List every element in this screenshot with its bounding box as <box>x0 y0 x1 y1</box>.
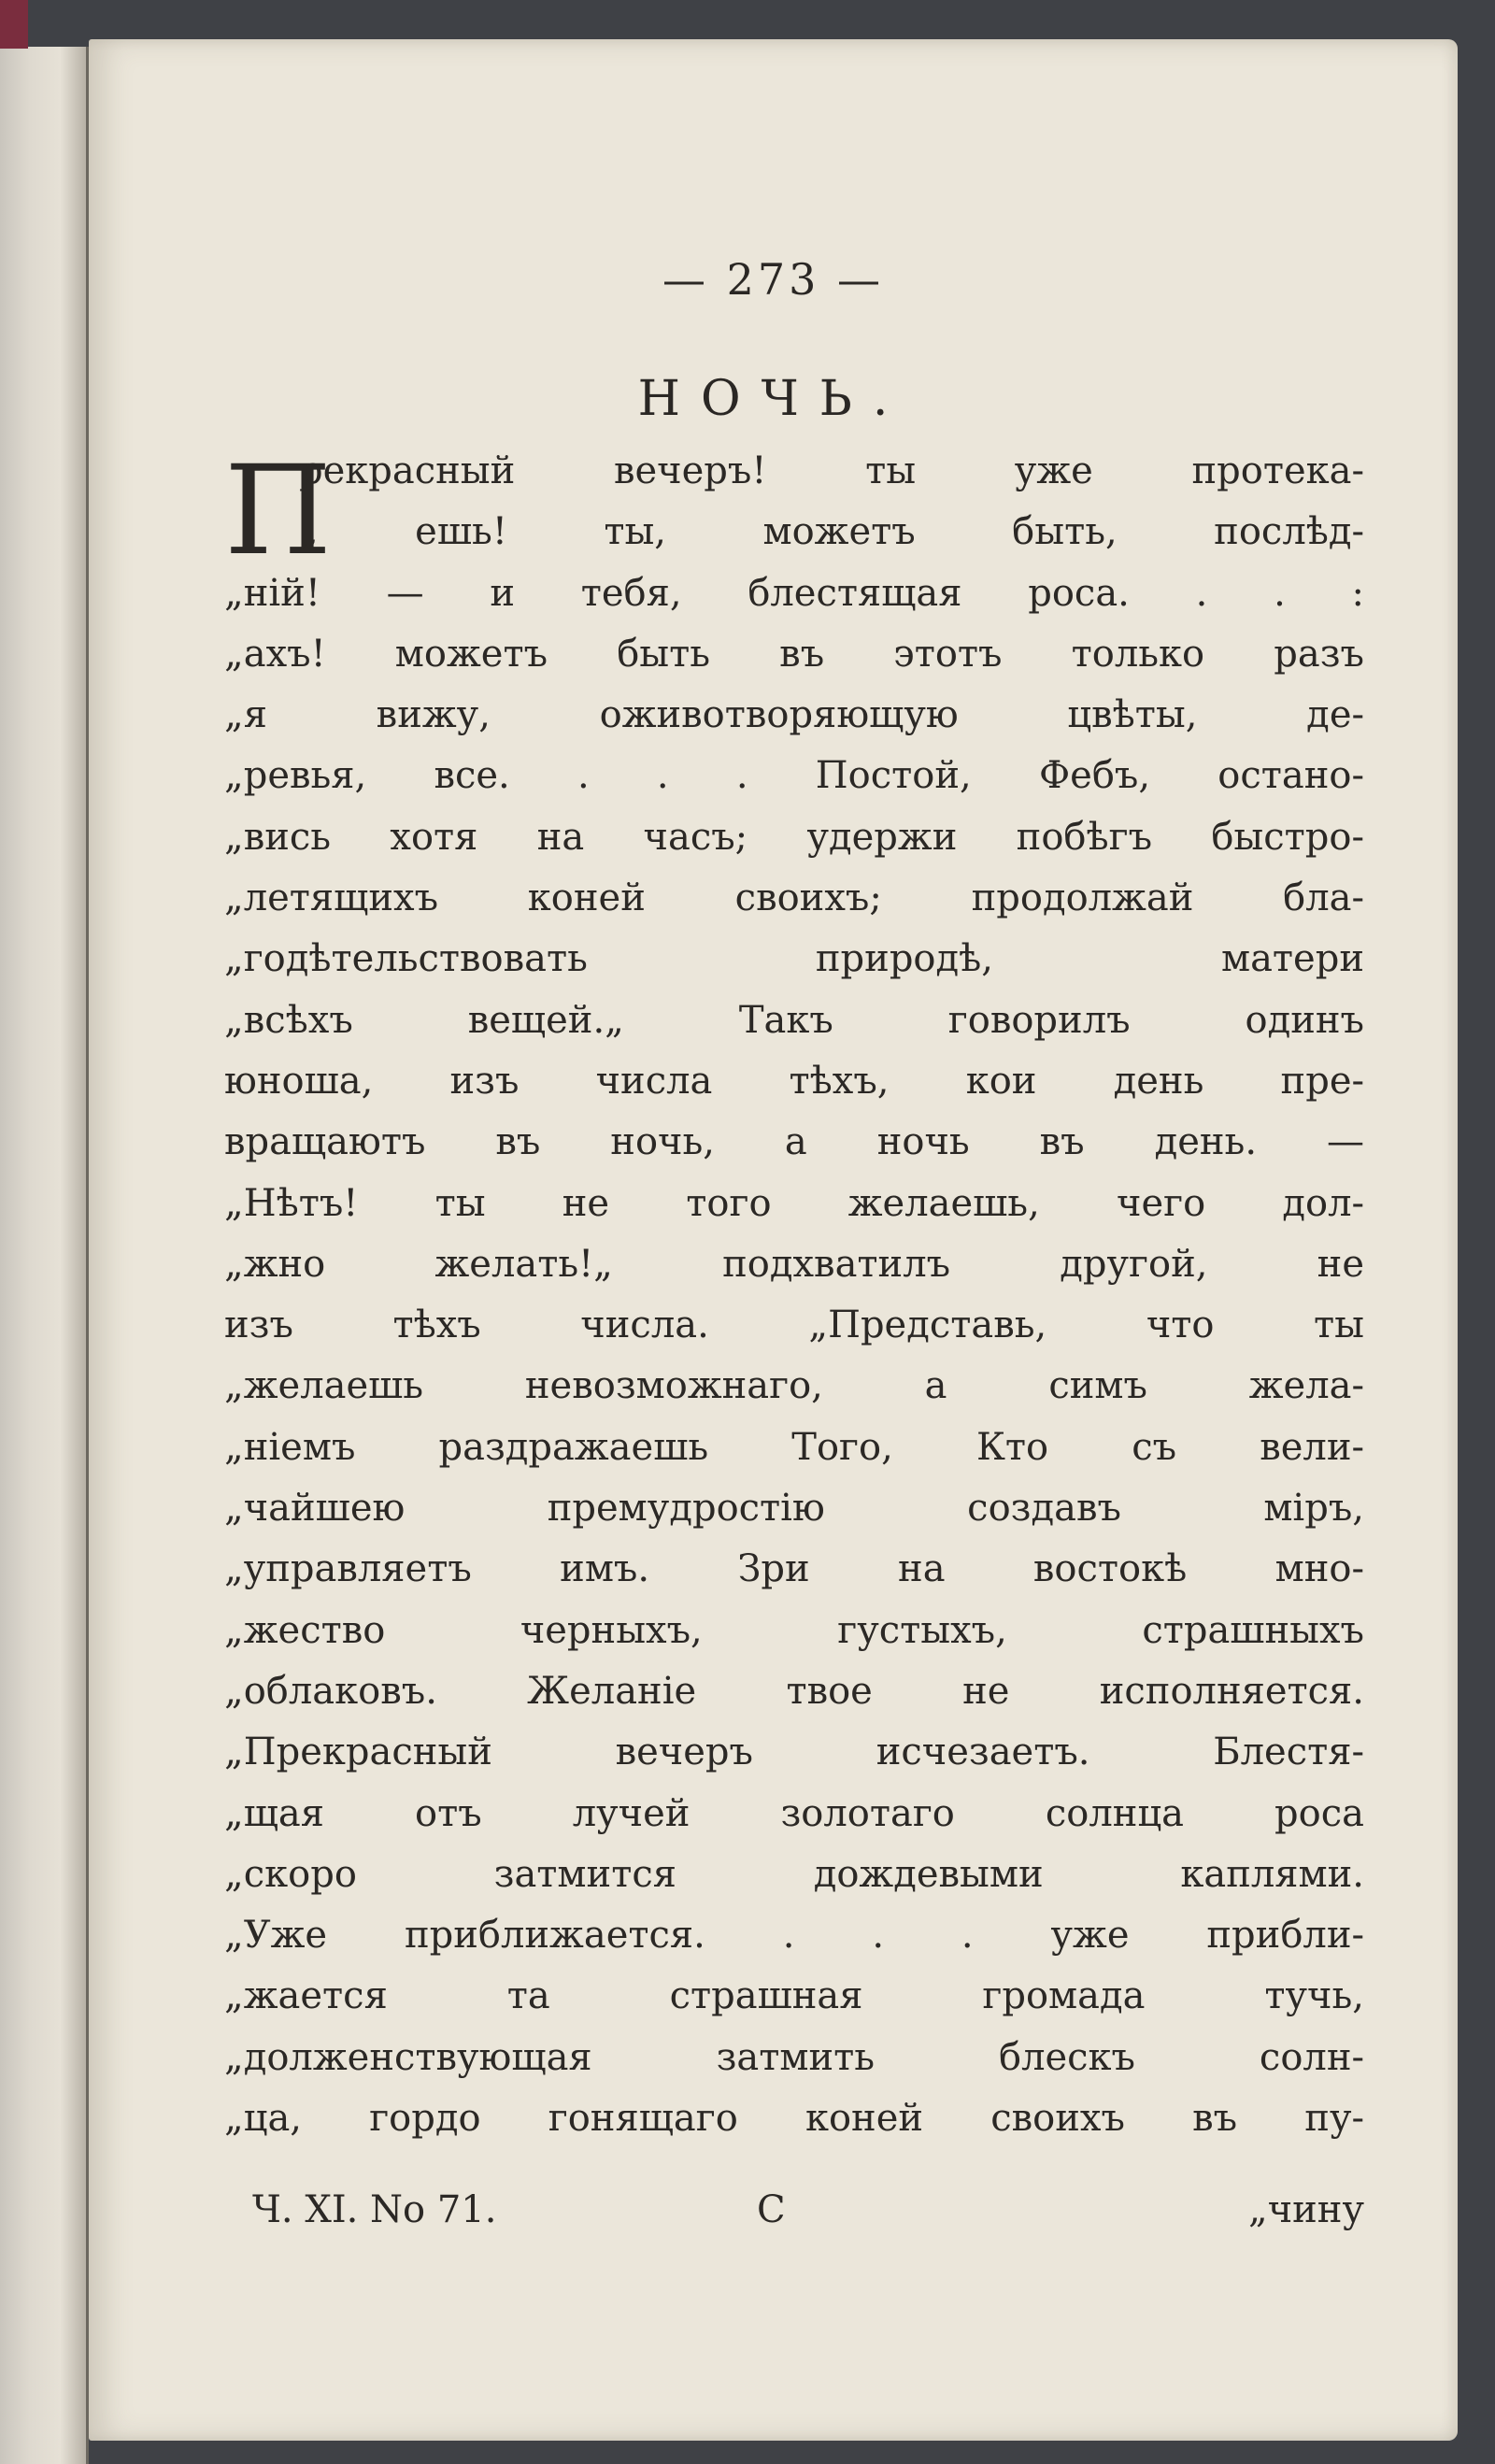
text-line: „чайшею премудростію создавъ міръ, <box>224 1487 1364 1531</box>
text-line: „я вижу, оживотворяющую цвѣты, де- <box>224 693 1364 737</box>
signature-mark: Ч. XI. No 71. <box>252 2188 497 2231</box>
text-line: „скоро затмится дождевыми каплями. <box>224 1852 1364 1896</box>
text-line: юноша, изъ числа тѣхъ, кои день пре- <box>224 1059 1364 1103</box>
text-line: „Прекрасный вечеръ исчезаетъ. Блестя- <box>224 1730 1364 1774</box>
chapter-heading: НОЧЬ. <box>637 371 909 427</box>
text-line: „Уже приближается. . . . уже прибли- <box>224 1914 1364 1958</box>
ribbon-marker <box>0 0 28 49</box>
body-text <box>224 441 1364 2149</box>
text-line: вращаютъ въ ночь, а ночь въ день. — <box>224 1120 1364 1164</box>
text-line: „жно желать!„ подхватилъ другой, не <box>224 1242 1364 1286</box>
text-line: „облаковъ. Желаніе твое не исполняется. <box>224 1669 1364 1713</box>
text-line: „ахъ! можетъ быть въ этотъ только разъ <box>224 632 1364 676</box>
text-line: „желаешь невозможнаго, а симъ жела- <box>224 1364 1364 1408</box>
text-line: „жается та страшная громада тучь, <box>224 1974 1364 2018</box>
text-line: „летящихъ коней своихъ; продолжай бла- <box>224 876 1364 920</box>
catchword: „чину <box>1247 2188 1364 2231</box>
page-number: — 273 — <box>662 254 885 305</box>
text-line: „Нѣтъ! ты не того желаешь, чего дол- <box>224 1181 1364 1225</box>
book-page <box>89 39 1458 2441</box>
left-facing-page <box>0 47 89 2464</box>
text-line: „управляетъ имъ. Зри на востокѣ мно- <box>224 1547 1364 1591</box>
text-line: изъ тѣхъ числа. „Представь, что ты <box>224 1303 1364 1347</box>
text-line: „жество черныхъ, густыхъ, страшныхъ <box>224 1608 1364 1652</box>
text-line: „ревья, все. . . . Постой, Фебъ, остано- <box>224 754 1364 798</box>
text-line: „ ешь! ты, можетъ быть, послѣд- <box>299 510 1364 554</box>
text-line: рекрасный вечеръ! ты уже протека- <box>299 449 1364 492</box>
text-line: „щая отъ лучей золотаго солнца роса <box>224 1791 1364 1835</box>
text-line: „всѣхъ вещей.„ Такъ говорилъ одинъ <box>224 998 1364 1042</box>
text-line: „ніемъ раздражаешь Того, Кто съ вели- <box>224 1425 1364 1469</box>
text-line: „долженствующая затмить блескъ солн- <box>224 2035 1364 2079</box>
drop-capital: П <box>224 439 333 583</box>
text-line: „ца, гордо гонящаго коней своихъ въ пу- <box>224 2097 1364 2141</box>
page-footer <box>252 2188 1364 2231</box>
text-line: „ній! — и тебя, блестящая роса. . . : <box>224 571 1364 615</box>
text-line: „годѣтельствовать природѣ, матери <box>224 937 1364 981</box>
gathering-letter: С <box>757 2188 786 2231</box>
text-line: „вись хотя на часъ; удержи побѣгъ быстро- <box>224 815 1364 859</box>
